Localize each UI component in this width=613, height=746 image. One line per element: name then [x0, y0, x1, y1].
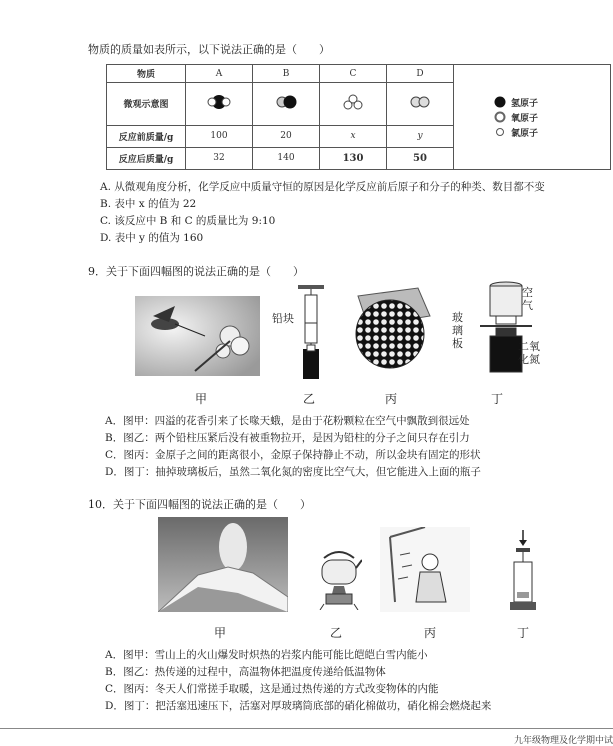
q9-option-d: D．图丁：抽掉玻璃板后，虽然二氧化氮的密度比空气大，但它能进入上面的瓶子 [105, 466, 481, 478]
q10-fig-label-jia: 甲 [214, 626, 227, 640]
table-cell: y [387, 125, 454, 147]
table-header: C [320, 65, 387, 83]
label-text: 二氧 [518, 340, 540, 353]
molecule-b-icon [253, 83, 320, 125]
legend-label: 氧原子 [511, 113, 539, 124]
molecule-d-icon [387, 83, 454, 125]
table-header: 物质 [107, 65, 186, 83]
q8-intro: 物质的质量如表所示，以下说法正确的是（ ） [88, 43, 330, 56]
label-text: 化氮 [518, 353, 540, 366]
table-cell: 20 [253, 125, 320, 147]
q10-fig-label-yi: 乙 [330, 626, 343, 640]
table-cell: 140 [253, 147, 320, 169]
chlorine-atom-icon [494, 126, 506, 138]
q9-option-a: A．图甲：四溢的花香引来了长喙天蛾，是由于花粉颗粒在空气中飘散到很远处 [105, 415, 470, 427]
q9-option-b: B．图乙：两个铅柱压紧后没有被重物拉开，是因为铅柱的分子之间只存在引力 [105, 432, 470, 444]
q8-option-a: A. 从微观角度分析，化学反应中质量守恒的原因是化学反应前后原子和分子的种类、数目都不变 [100, 181, 545, 193]
label-text: 气 [522, 299, 533, 312]
table-header: D [387, 65, 454, 83]
table-cell: 32 [186, 147, 253, 169]
q8-option-c: C. 该反应中 B 和 C 的质量比为 9:10 [100, 215, 276, 227]
q9-fig-label-yi: 乙 [303, 392, 316, 406]
q10-figure-jia-volcano [158, 517, 288, 612]
q10-figure-yi-kettle-burner [316, 546, 362, 610]
q9-fig-label-bing: 丙 [385, 392, 398, 406]
q9-figure-bing-gold-atoms [348, 286, 433, 371]
q9-label-glass [452, 311, 463, 350]
q8-option-b: B. 表中 x 的值为 22 [100, 198, 197, 210]
legend-cell [454, 65, 611, 170]
label-text: 璃 [452, 324, 463, 337]
row-label: 反应前质量/g [107, 125, 186, 147]
row-label: 微观示意图 [107, 83, 186, 125]
legend-label: 氯原子 [511, 128, 539, 139]
q10-fig-label-ding: 丁 [517, 626, 530, 640]
table-cell: 100 [186, 125, 253, 147]
q9-label-no2 [518, 340, 540, 366]
q9-stem: 9．关于下面四幅图的说法正确的是（ ） [88, 265, 304, 278]
hydrogen-atom-icon [494, 96, 506, 108]
q10-option-b: B．图乙：热传递的过程中，高温物体把温度传递给低温物体 [105, 666, 386, 678]
row-label: 反应后质量/g [107, 147, 186, 169]
q10-figure-bing-person-wind [380, 527, 470, 612]
q9-fig-label-ding: 丁 [491, 392, 504, 406]
table-cell: x [320, 125, 387, 147]
q10-figure-ding-piston-tube [508, 530, 538, 615]
label-text: 玻 [452, 311, 463, 324]
label-text: 板 [452, 337, 463, 350]
q10-stem: 10．关于下面四幅图的说法正确的是（ ） [88, 498, 311, 511]
table-header: B [253, 65, 320, 83]
legend-label: 氢原子 [511, 98, 539, 109]
q10-option-a: A．图甲：雪山上的火山爆发时炽热的岩浆内能可能比皑皑白雪内能小 [105, 649, 428, 661]
legend-chlorine [494, 126, 610, 139]
q10-option-d: D．图丁：把活塞迅速压下，活塞对厚玻璃筒底部的硝化棉做功，硝化棉会燃烧起来 [105, 700, 492, 712]
label-text: 空 [522, 286, 533, 299]
q9-figure-yi-lead-cylinders [292, 283, 332, 383]
table-cell: 50 [387, 147, 454, 169]
q9-figure-jia-moth-flower [135, 296, 260, 376]
q10-fig-label-bing: 丙 [424, 626, 437, 640]
page-footer: 九年级物理及化学期中试 [513, 736, 613, 746]
q10-option-c: C．图丙：冬天人们常搓手取暖，这是通过热传递的方式改变物体的内能 [105, 683, 439, 695]
q8-option-d: D. 表中 y 的值为 160 [100, 232, 204, 244]
oxygen-atom-icon [494, 111, 506, 123]
q9-option-c: C．图丙：金原子之间的距离很小，金原子保持静止不动，所以金块有固定的形状 [105, 449, 481, 461]
footer-divider [0, 728, 613, 729]
q9-fig-label-jia: 甲 [195, 392, 208, 406]
legend-hydrogen [494, 96, 610, 109]
q9-label-lead: 铅块 [272, 312, 294, 325]
table-cell: 130 [320, 147, 387, 169]
molecule-a-icon [186, 83, 253, 125]
legend-oxygen [494, 111, 610, 124]
molecule-c-icon [320, 83, 387, 125]
table-header: A [186, 65, 253, 83]
q8-table [106, 64, 611, 170]
q9-label-air [522, 286, 533, 312]
